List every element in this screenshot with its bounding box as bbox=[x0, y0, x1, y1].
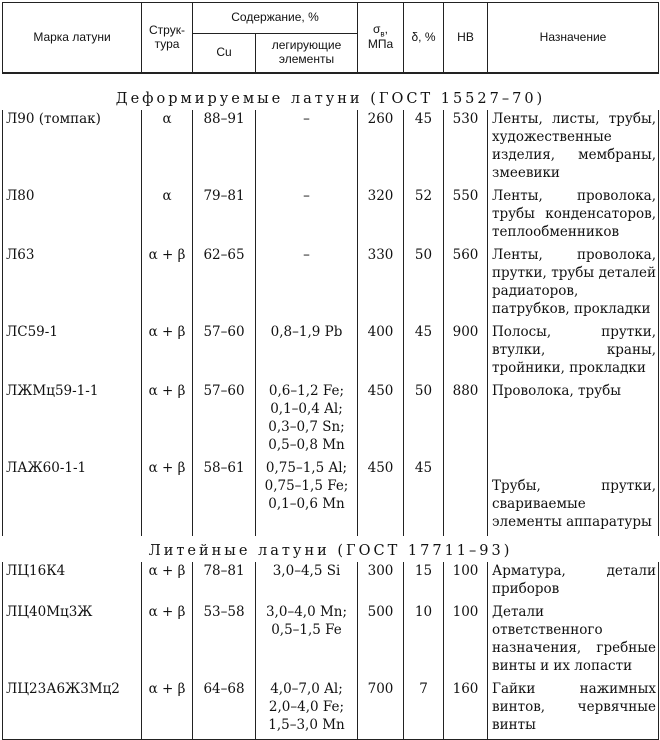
elongation-cell: 10 bbox=[404, 603, 444, 675]
hardness-cell: 900 bbox=[444, 323, 488, 377]
purpose-cell: Ленты, листы, трубы, художественные изделия, мембраны, змеевики bbox=[488, 110, 659, 182]
table-row bbox=[3, 110, 659, 182]
alloying-elements-cell: 0,8–1,9 Pb bbox=[256, 323, 358, 377]
elongation-cell: 45 bbox=[404, 323, 444, 377]
grade-cell: ЛАЖ60-1-1 bbox=[3, 459, 142, 531]
purpose-cell: Арматура, детали приборов bbox=[488, 562, 659, 598]
structure-cell: α + β bbox=[142, 323, 193, 377]
table-header bbox=[3, 3, 659, 74]
alloying-elements-cell: 3,0–4,0 Mn; 0,5–1,5 Fe bbox=[256, 603, 358, 675]
hardness-cell: 550 bbox=[444, 187, 488, 241]
table-row bbox=[3, 323, 659, 377]
spacer-cell bbox=[444, 734, 488, 740]
grade-cell: ЛЦ40Мц3Ж bbox=[3, 603, 142, 675]
purpose-cell: Полосы, прутки, втулки, краны, тройники, прокладки bbox=[488, 323, 659, 377]
cu-content-cell: 88–91 bbox=[193, 110, 256, 182]
hardness-cell: 530 bbox=[444, 110, 488, 182]
purpose-cell: Детали ответственного назначения, гребные винты и их лопасти bbox=[488, 603, 659, 675]
table-row bbox=[3, 246, 659, 318]
cu-content-cell: 57–60 bbox=[193, 382, 256, 454]
elongation-cell: 50 bbox=[404, 382, 444, 454]
structure-cell: α bbox=[142, 187, 193, 241]
sigma-symbol: σ bbox=[373, 21, 381, 36]
alloying-elements-cell: 3,0–4,5 Si bbox=[256, 562, 358, 598]
row-spacer bbox=[3, 734, 659, 740]
purpose-cell: Трубы, прутки, свариваемые элементы аппаратуры bbox=[488, 459, 659, 531]
spacer-cell bbox=[193, 734, 256, 740]
grade-cell: Л90 (томпак) bbox=[3, 110, 142, 182]
brass-properties-table bbox=[2, 2, 659, 740]
spacer-cell bbox=[3, 734, 142, 740]
elongation-cell: 45 bbox=[404, 110, 444, 182]
table-row bbox=[3, 459, 659, 531]
cu-content-cell: 57–60 bbox=[193, 323, 256, 377]
alloying-elements-cell: – bbox=[256, 187, 358, 241]
cu-content-cell: 78–81 bbox=[193, 562, 256, 598]
col-hb-header: HB bbox=[444, 3, 488, 74]
alloying-elements-cell: 0,75–1,5 Al; 0,75–1,5 Fe; 0,1–0,6 Mn bbox=[256, 459, 358, 531]
elongation-cell: 52 bbox=[404, 187, 444, 241]
table-row bbox=[3, 603, 659, 675]
tensile-strength-cell: 700 bbox=[358, 680, 404, 734]
structure-cell: α + β bbox=[142, 680, 193, 734]
tensile-strength-cell: 300 bbox=[358, 562, 404, 598]
elongation-cell: 50 bbox=[404, 246, 444, 318]
alloying-elements-cell: 4,0–7,0 Al; 2,0–4,0 Fe; 1,5–3,0 Mn bbox=[256, 680, 358, 734]
spacer-cell bbox=[256, 734, 358, 740]
hardness-cell: 100 bbox=[444, 562, 488, 598]
purpose-cell: Гайки нажимных винтов, червячные винты bbox=[488, 680, 659, 734]
grade-cell: ЛЦ16К4 bbox=[3, 562, 142, 598]
elongation-cell: 15 bbox=[404, 562, 444, 598]
grade-cell: Л80 bbox=[3, 187, 142, 241]
tensile-strength-cell: 400 bbox=[358, 323, 404, 377]
grade-cell: ЛС59-1 bbox=[3, 323, 142, 377]
structure-cell: α + β bbox=[142, 562, 193, 598]
grade-cell: ЛЖМц59-1-1 bbox=[3, 382, 142, 454]
cu-content-cell: 58–61 bbox=[193, 459, 256, 531]
grade-cell: Л63 bbox=[3, 246, 142, 318]
purpose-cell: Проволока, трубы bbox=[488, 382, 659, 454]
hardness-cell: 880 bbox=[444, 382, 488, 454]
purpose-cell: Ленты, проволока, трубы конденсаторов, теплообменников bbox=[488, 187, 659, 241]
section-title: Литейные латуни (ГОСТ 17711–93) bbox=[148, 543, 513, 559]
tensile-strength-cell: 330 bbox=[358, 246, 404, 318]
alloying-elements-cell: 0,6–1,2 Fe; 0,1–0,4 Al; 0,3–0,7 Sn; 0,5–0,8 Mn bbox=[256, 382, 358, 454]
sigma-subscript: в bbox=[380, 29, 385, 39]
col-delta-header: δ, % bbox=[404, 3, 444, 74]
hardness-cell bbox=[444, 459, 488, 531]
tensile-strength-cell: 500 bbox=[358, 603, 404, 675]
section-heading-row bbox=[3, 536, 659, 562]
structure-cell: α + β bbox=[142, 246, 193, 318]
section-title: Деформируемые латуни (ГОСТ 15527–70) bbox=[115, 91, 546, 107]
cu-content-cell: 53–58 bbox=[193, 603, 256, 675]
col-structure-header: Струк- тура bbox=[142, 3, 193, 74]
spacer-cell bbox=[358, 734, 404, 740]
col-content-header: Содержание, % bbox=[193, 3, 358, 34]
hardness-cell: 160 bbox=[444, 680, 488, 734]
cu-content-cell: 64–68 bbox=[193, 680, 256, 734]
elongation-cell: 7 bbox=[404, 680, 444, 734]
section-heading-row bbox=[3, 73, 659, 110]
tensile-strength-cell: 450 bbox=[358, 382, 404, 454]
table-row bbox=[3, 680, 659, 734]
hardness-cell: 560 bbox=[444, 246, 488, 318]
col-sigma-header: $\sigma_в$, МПа bbox=[358, 3, 404, 74]
alloying-elements-cell: – bbox=[256, 246, 358, 318]
cu-content-cell: 62–65 bbox=[193, 246, 256, 318]
spacer-cell bbox=[488, 734, 659, 740]
structure-cell: α + β bbox=[142, 603, 193, 675]
tensile-strength-cell: 450 bbox=[358, 459, 404, 531]
spacer-cell bbox=[142, 734, 193, 740]
col-grade-header: Марка латуни bbox=[3, 3, 142, 74]
structure-cell: α + β bbox=[142, 382, 193, 454]
col-purpose-header: Назначение bbox=[488, 3, 659, 74]
spacer-cell bbox=[404, 734, 444, 740]
col-cu-header: Cu bbox=[193, 34, 256, 74]
hardness-cell: 100 bbox=[444, 603, 488, 675]
alloying-elements-cell: – bbox=[256, 110, 358, 182]
col-alloying-header: легирующие элементы bbox=[256, 34, 358, 74]
table-body bbox=[3, 73, 659, 740]
purpose-cell: Ленты, проволока, прутки, трубы деталей радиаторов, патрубков, прокладки bbox=[488, 246, 659, 318]
grade-cell: ЛЦ23А6Ж3Мц2 bbox=[3, 680, 142, 734]
structure-cell: α bbox=[142, 110, 193, 182]
cu-content-cell: 79–81 bbox=[193, 187, 256, 241]
table-row bbox=[3, 187, 659, 241]
table-row bbox=[3, 562, 659, 598]
tensile-strength-cell: 320 bbox=[358, 187, 404, 241]
elongation-cell: 45 bbox=[404, 459, 444, 531]
structure-cell: α + β bbox=[142, 459, 193, 531]
table-row bbox=[3, 382, 659, 454]
tensile-strength-cell: 260 bbox=[358, 110, 404, 182]
sigma-unit: МПа bbox=[367, 37, 394, 52]
